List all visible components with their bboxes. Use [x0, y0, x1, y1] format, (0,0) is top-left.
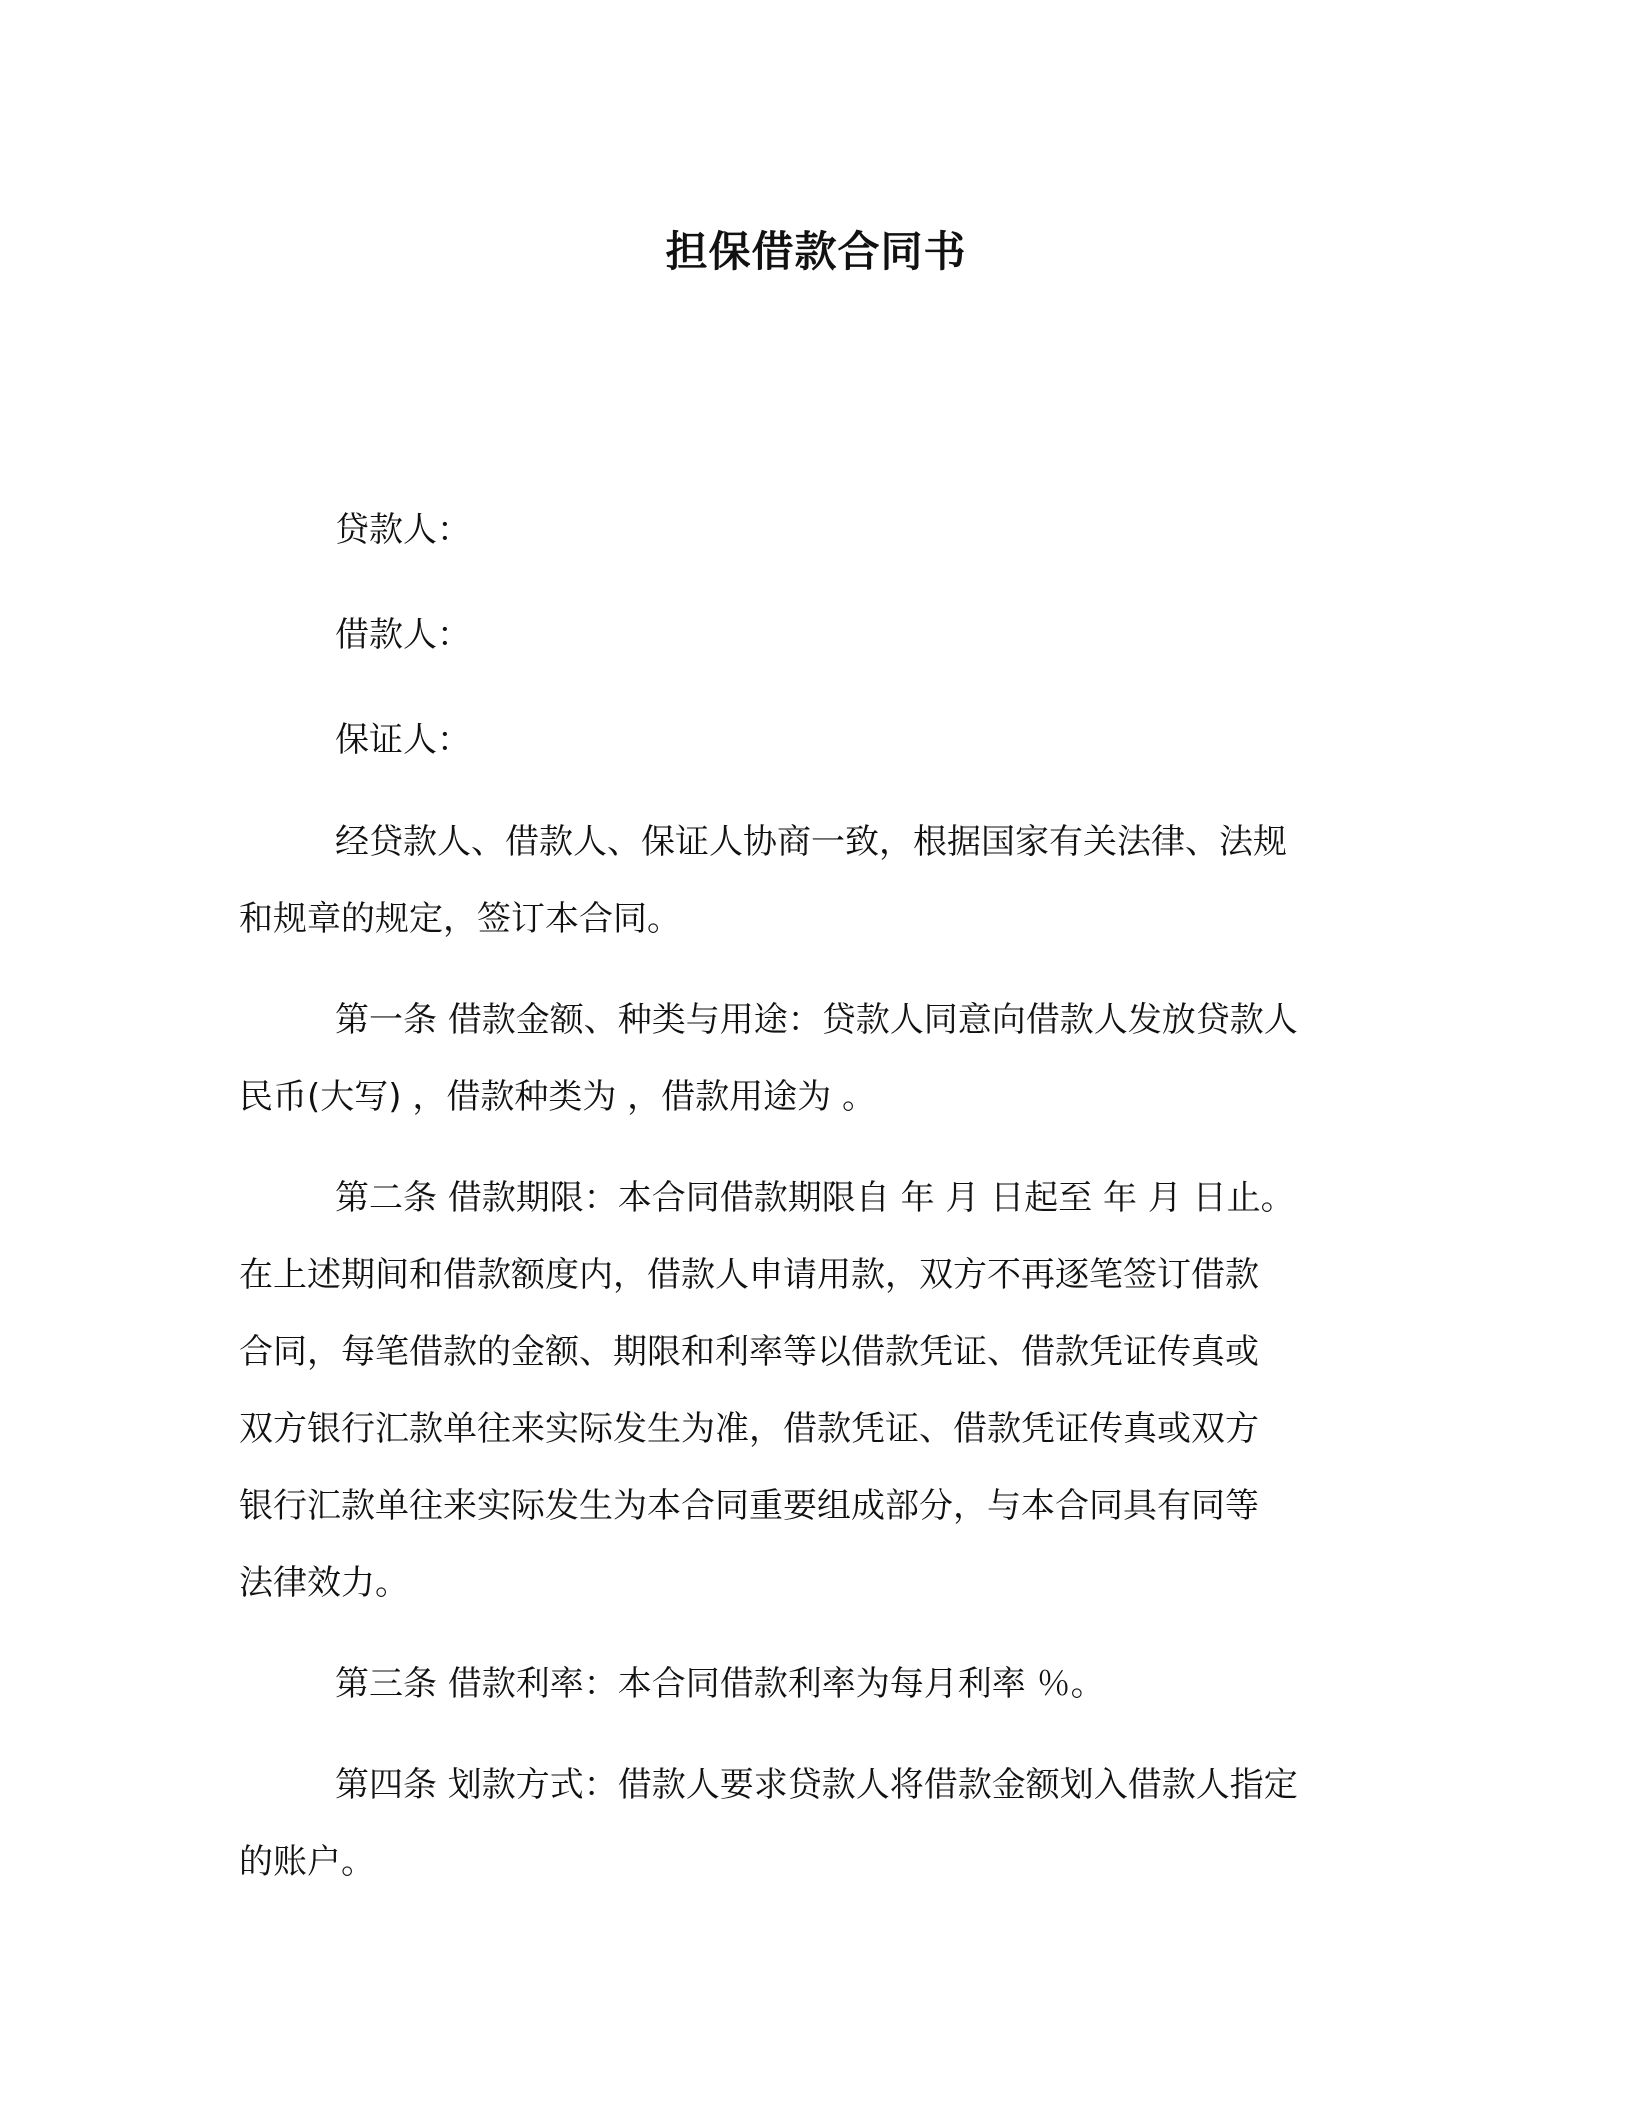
article-2-line: 第二条 借款期限：本合同借款期限自 年 月 日起至 年 月 日止。 — [335, 1178, 1295, 1218]
article-4-line: 第四条 划款方式：借款人要求贷款人将借款金额划入借款人指定 — [335, 1765, 1298, 1805]
article-2-line: 银行汇款单往来实际发生为本合同重要组成部分，与本合同具有同等 — [239, 1486, 1259, 1526]
article-1-line: 第一条 借款金额、种类与用途：贷款人同意向借款人发放贷款人 — [335, 1000, 1298, 1040]
article-3-line: 第三条 借款利率：本合同借款利率为每月利率 ％。 — [335, 1664, 1105, 1704]
article-2-line: 合同，每笔借款的金额、期限和利率等以借款凭证、借款凭证传真或 — [239, 1332, 1259, 1372]
article-2-line: 法律效力。 — [239, 1563, 409, 1603]
document-title: 担保借款合同书 — [665, 227, 967, 276]
article-2-line: 在上述期间和借款额度内，借款人申请用款，双方不再逐笔签订借款 — [239, 1255, 1259, 1295]
article-1-line: 民币(大写) ，借款种类为 ，借款用途为 。 — [239, 1077, 876, 1117]
party-lender: 贷款人： — [335, 510, 471, 550]
article-2-line: 双方银行汇款单往来实际发生为准，借款凭证、借款凭证传真或双方 — [239, 1409, 1259, 1449]
party-borrower: 借款人： — [335, 615, 471, 655]
article-4-line: 的账户。 — [239, 1842, 375, 1882]
party-guarantor: 保证人： — [335, 720, 471, 760]
preamble-line: 经贷款人、借款人、保证人协商一致，根据国家有关法律、法规 — [335, 822, 1287, 862]
preamble-line: 和规章的规定，签订本合同。 — [239, 899, 681, 939]
